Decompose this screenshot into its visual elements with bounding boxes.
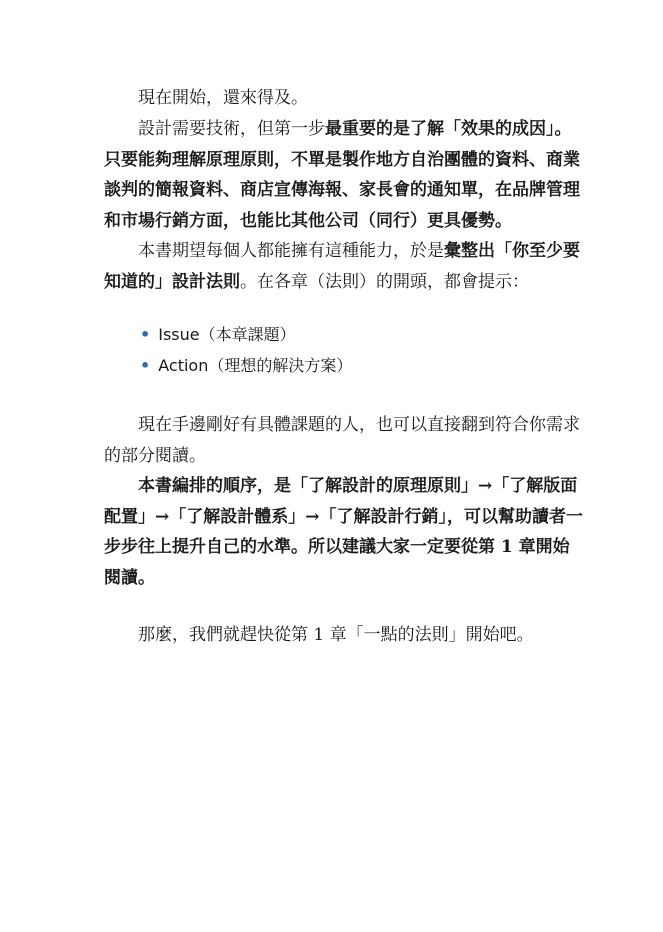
emphasis-text: 最重要的是了解「效果的成因」。只要能夠理解原理原則，不單是製作地方自治團體的資料、商業談判的簡報資料、商店宣傳海報、家長會的通知單，在品牌管理和市場行銷方面，也能比其他公司（同行）更具優勢。	[104, 119, 580, 231]
paragraph-reading-order: 本書編排的順序，是「了解設計的原理原則」→「了解版面配置」→「了解設計體系」→「了解設計行銷」，可以幫助讀者一步步往上提升自己的水準。所以建議大家一定要從第 1 章開始閱讀。	[104, 476, 583, 588]
bullet-icon: •	[140, 325, 151, 344]
paragraph-book-purpose: 本書期望每個人都能擁有這種能力，於是彙整出「你至少要知道的」設計法則。在各章（法則）的開頭，都會提示：	[104, 241, 580, 292]
bullet-icon: •	[140, 356, 151, 375]
paragraph-closing: 那麼，我們就趕快從第 1 章「一點的法則」開始吧。	[104, 625, 534, 645]
paragraph-design-skill: 設計需要技術，但第一步最重要的是了解「效果的成因」。只要能夠理解原理原則，不單是製作地方自治團體的資料、商業談判的簡報資料、商店宣傳海報、家長會的通知單，在品牌管理和市場行銷方面，也能比其他公司（同行）更具優勢。	[104, 119, 580, 231]
paragraph-direct-reading: 現在手邊剛好有具體課題的人，也可以直接翻到符合你需求的部分閱讀。	[104, 415, 580, 466]
bullet-action: • Action（理想的解決方案）	[140, 356, 353, 375]
paragraph-intro: 現在開始，還來得及。	[104, 88, 308, 108]
emphasis-text: 彙整出「你至少要知道的」設計法則	[104, 241, 580, 292]
bullet-issue: • Issue（本章課題）	[140, 325, 296, 344]
